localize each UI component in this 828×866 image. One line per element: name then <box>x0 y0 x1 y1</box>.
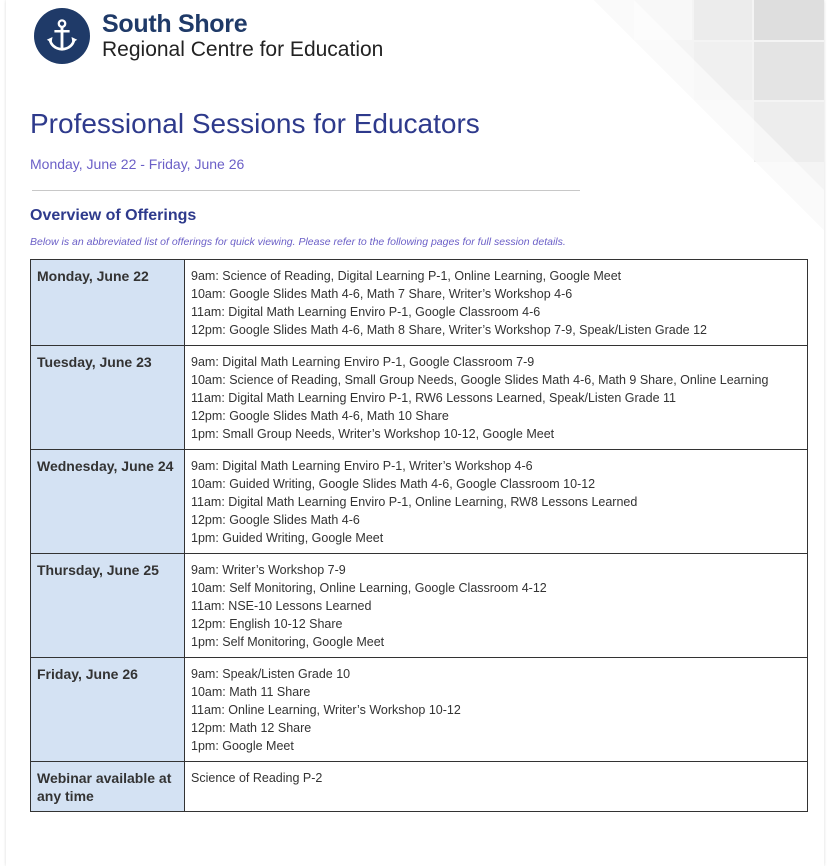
section-heading: Overview of Offerings <box>30 207 197 224</box>
sessions-cell <box>185 450 808 554</box>
session-line: 9am: Speak/Listen Grade 10 <box>191 667 351 681</box>
sessions-cell <box>185 346 808 450</box>
day-cell: Tuesday, June 23 <box>31 346 185 450</box>
session-line: 12pm: Google Slides Math 4-6, Math 10 Share <box>191 409 449 423</box>
section-note: Below is an abbreviated list of offerings for quick viewing. Please refer to the following pages for full session details. <box>30 236 566 248</box>
session-line: 11am: Digital Math Learning Enviro P-1, Google Classroom 4-6 <box>191 305 541 319</box>
session-line: 10am: Guided Writing, Google Slides Math 4-6, Google Classroom 10-12 <box>191 477 596 491</box>
session-line: 1pm: Self Monitoring, Google Meet <box>191 635 385 649</box>
schedule-row-monday <box>31 260 808 346</box>
session-line: 12pm: Math 12 Share <box>191 721 312 735</box>
day-cell: Friday, June 26 <box>31 658 185 762</box>
session-line: 10am: Science of Reading, Small Group Needs, Google Slides Math 4-6, Math 9 Share, Online Learning <box>191 373 769 387</box>
org-logo <box>34 8 383 64</box>
session-line: 10am: Google Slides Math 4-6, Math 7 Share, Writer’s Workshop 4-6 <box>191 287 573 301</box>
sessions-cell <box>185 260 808 346</box>
session-line: 9am: Digital Math Learning Enviro P-1, Writer’s Workshop 4-6 <box>191 459 533 473</box>
session-line: 1pm: Small Group Needs, Writer’s Workshop 10-12, Google Meet <box>191 427 555 441</box>
org-name: South Shore <box>102 9 248 38</box>
date-range: Monday, June 22 - Friday, June 26 <box>30 156 245 172</box>
session-line: 12pm: Google Slides Math 4-6 <box>191 513 360 527</box>
day-cell: Thursday, June 25 <box>31 554 185 658</box>
session-line: 11am: Digital Math Learning Enviro P-1, Online Learning, RW8 Lessons Learned <box>191 495 638 509</box>
session-line: 11am: Online Learning, Writer’s Workshop 10-12 <box>191 703 461 717</box>
session-line: 11am: NSE-10 Lessons Learned <box>191 599 372 613</box>
day-cell: Webinar available at any time <box>31 762 185 812</box>
session-line: 10am: Math 11 Share <box>191 685 311 699</box>
session-line: 9am: Digital Math Learning Enviro P-1, Google Classroom 7-9 <box>191 355 535 369</box>
session-line: 9am: Science of Reading, Digital Learning P-1, Online Learning, Google Meet <box>191 269 622 283</box>
page-title: Professional Sessions for Educators <box>30 108 480 139</box>
session-line: 12pm: English 10-12 Share <box>191 617 343 631</box>
schedule-row-wednesday <box>31 450 808 554</box>
org-subtitle: Regional Centre for Education <box>102 38 384 62</box>
day-cell: Wednesday, June 24 <box>31 450 185 554</box>
session-line: 1pm: Google Meet <box>191 739 294 753</box>
anchor-icon <box>34 8 90 64</box>
schedule-row-tuesday <box>31 346 808 450</box>
schedule-table <box>30 259 808 812</box>
session-line: 9am: Writer’s Workshop 7-9 <box>191 563 346 577</box>
sessions-cell <box>185 762 808 812</box>
day-cell: Monday, June 22 <box>31 260 185 346</box>
session-line: 11am: Digital Math Learning Enviro P-1, RW6 Lessons Learned, Speak/Listen Grade 11 <box>191 391 676 405</box>
session-line: 10am: Self Monitoring, Online Learning, Google Classroom 4-12 <box>191 581 547 595</box>
session-line: Science of Reading P-2 <box>191 771 323 785</box>
sessions-cell <box>185 658 808 762</box>
schedule-row-webinar <box>31 762 808 812</box>
session-line: 1pm: Guided Writing, Google Meet <box>191 531 384 545</box>
schedule-row-thursday <box>31 554 808 658</box>
sessions-cell <box>185 554 808 658</box>
schedule-row-friday <box>31 658 808 762</box>
document-page <box>6 0 824 866</box>
decorative-squares <box>594 0 824 230</box>
divider <box>32 190 580 191</box>
session-line: 12pm: Google Slides Math 4-6, Math 8 Share, Writer’s Workshop 7-9, Speak/Listen Grade 12 <box>191 323 708 337</box>
